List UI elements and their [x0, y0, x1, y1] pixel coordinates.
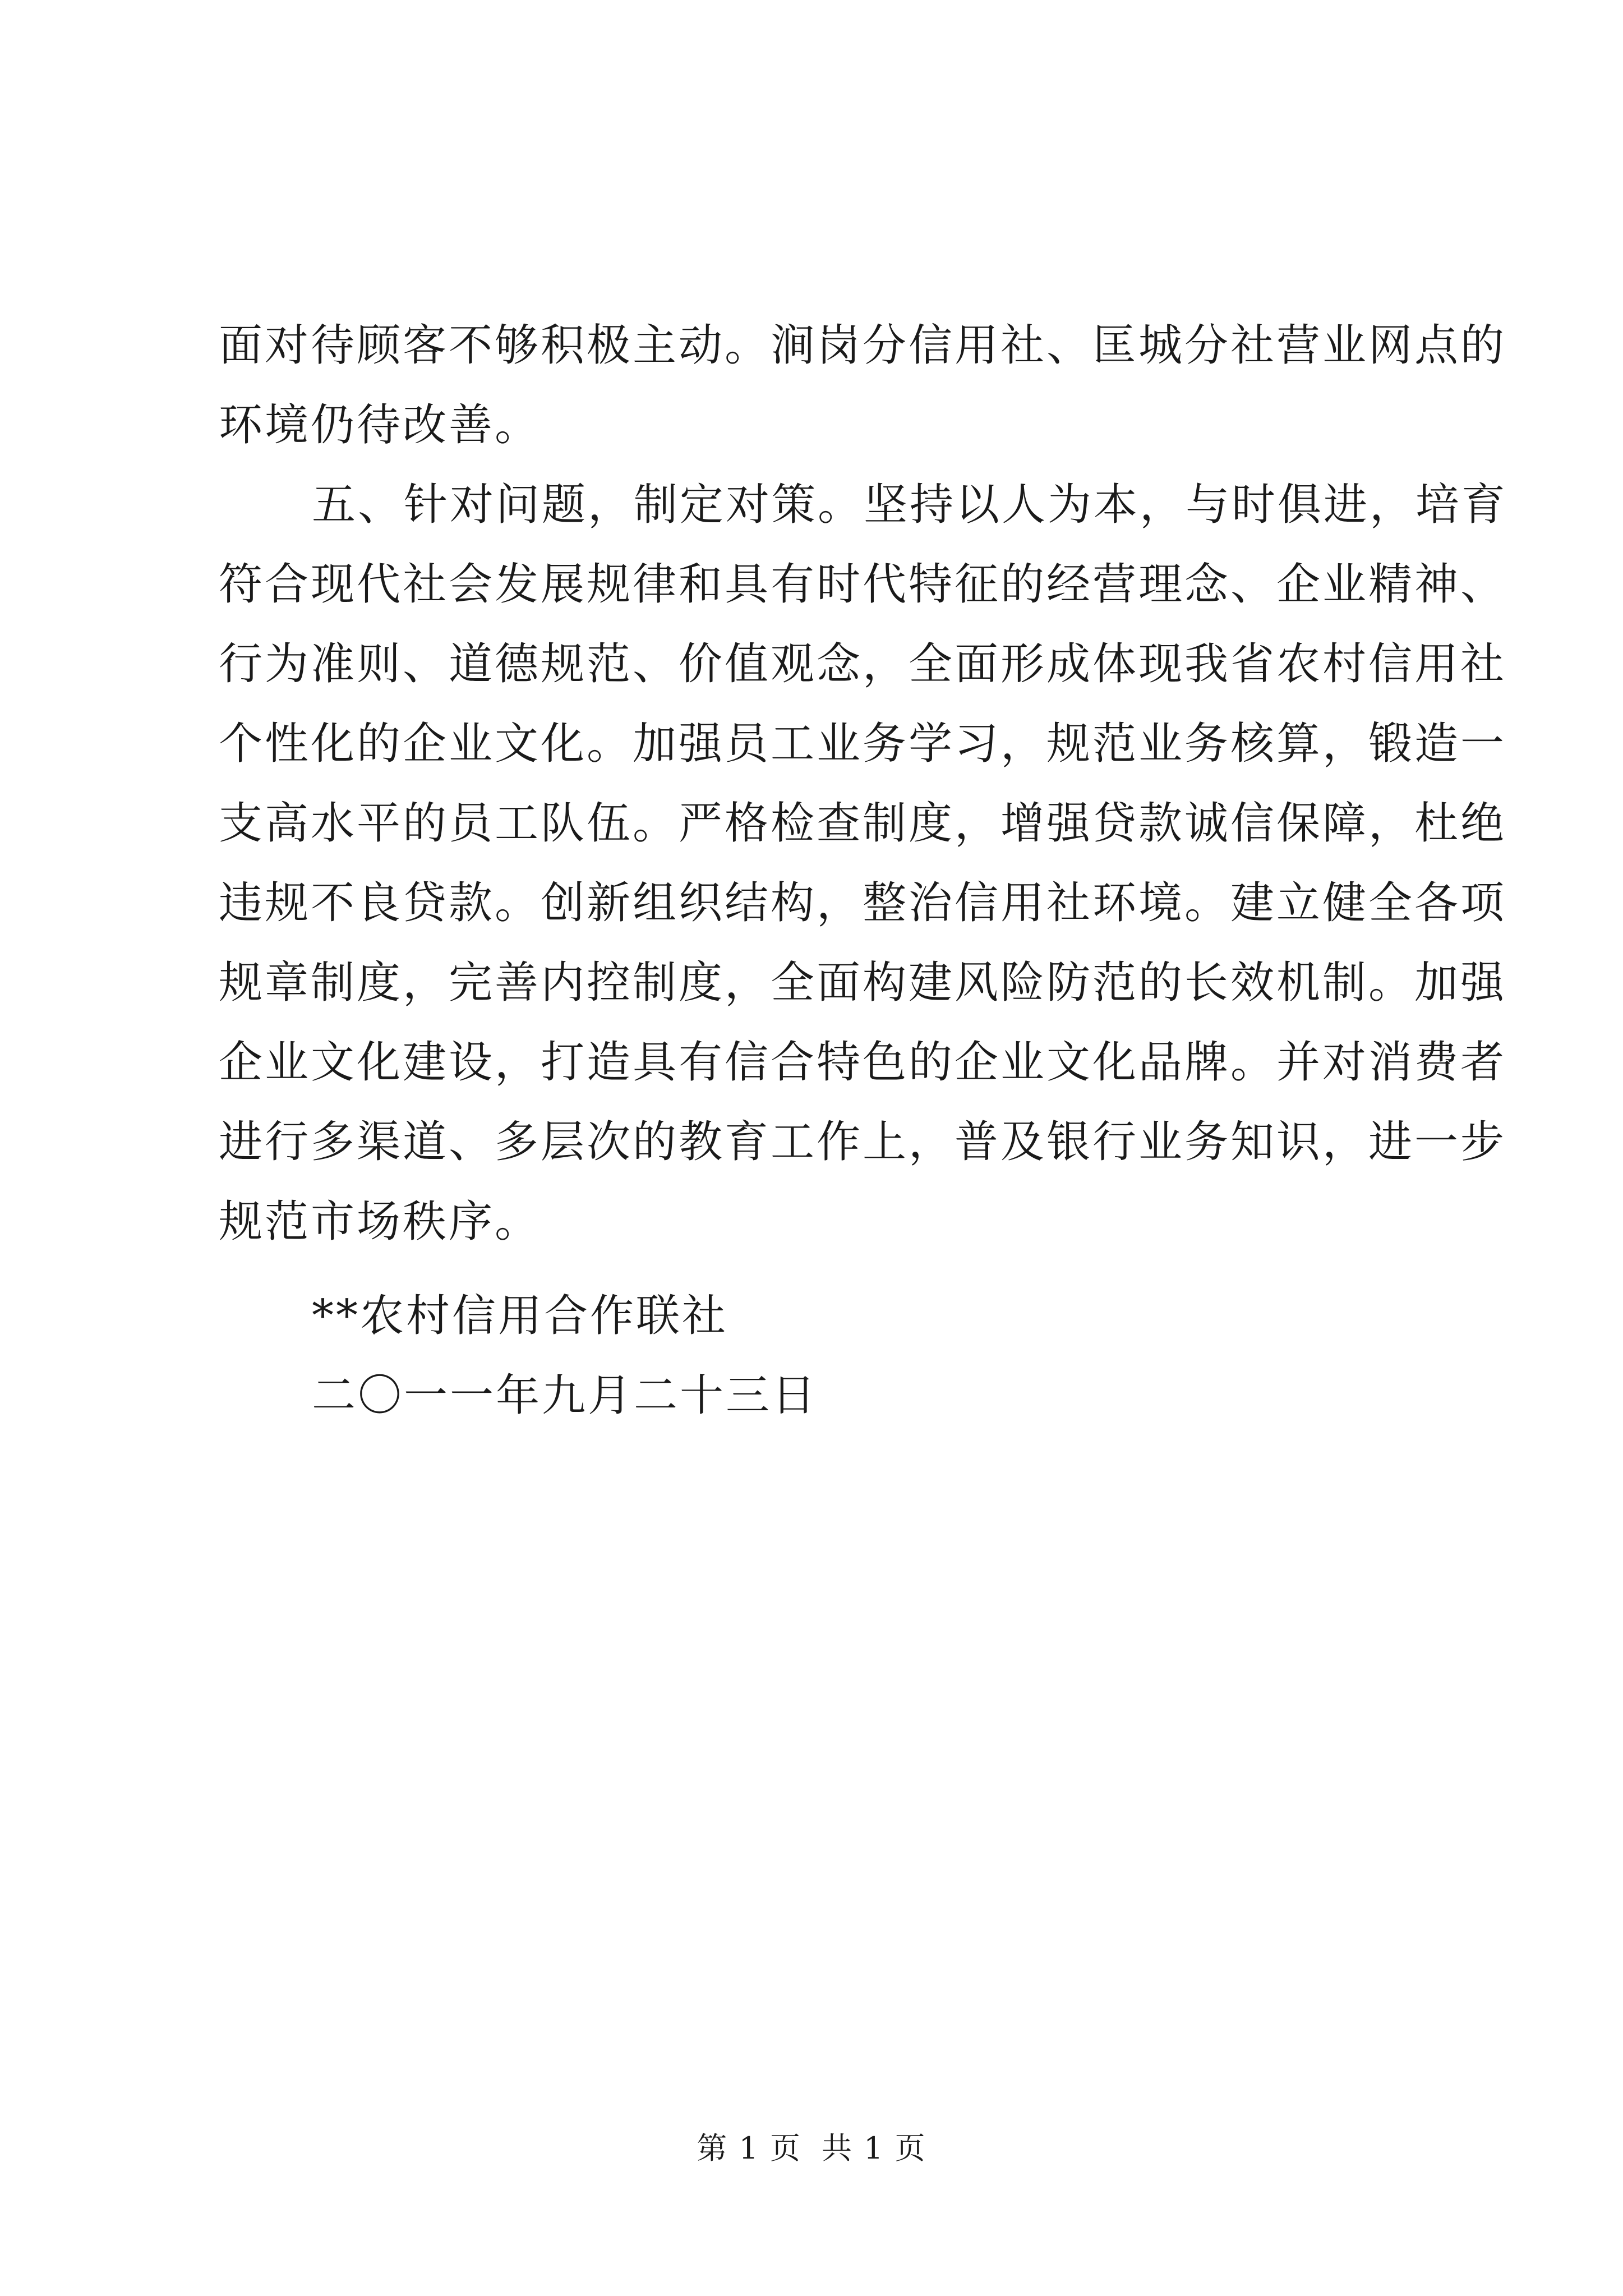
- page-footer: [0, 2126, 1623, 2171]
- paragraph-line: 规章制度，完善内控制度，全面构建风险防范的长效机制。加强: [219, 958, 1507, 1008]
- paragraph-line: 五、针对问题，制定对策。坚持以人为本，与时俱进，培育: [312, 480, 1508, 530]
- signature-organization: **农村信用合作联社: [312, 1291, 728, 1341]
- paragraph-line: 环境仍待改善。: [219, 400, 541, 450]
- signature-block: [312, 1276, 818, 1435]
- signature-date: 二〇一一年九月二十三日: [312, 1370, 818, 1421]
- page-number: 第 1 页: [697, 2131, 801, 2166]
- paragraph-line: 个性化的企业文化。加强员工业务学习，规范业务核算，锻造一: [219, 719, 1507, 769]
- page-total: 共 1 页: [822, 2131, 926, 2166]
- paragraph-line: 面对待顾客不够积极主动。涧岗分信用社、匡城分社营业网点的: [219, 320, 1507, 371]
- paragraph-line: 行为准则、道德规范、价值观念，全面形成体现我省农村信用社: [219, 639, 1507, 689]
- paragraph-line: 企业文化建设，打造具有信合特色的企业文化品牌。并对消费者: [219, 1037, 1507, 1088]
- document-body: [219, 306, 1508, 1262]
- paragraph-line: 违规不良贷款。创新组织结构，整治信用社环境。建立健全各项: [219, 878, 1507, 928]
- paragraph-line: 符合现代社会发展规律和具有时代特征的经营理念、企业精神、: [219, 559, 1507, 610]
- paragraph-line: 进行多渠道、多层次的教育工作上，普及银行业务知识，进一步: [219, 1117, 1507, 1167]
- paragraph-line: 规范市场秩序。: [219, 1197, 541, 1247]
- paragraph-line: 支高水平的员工队伍。严格检查制度，增强贷款诚信保障，杜绝: [219, 798, 1507, 849]
